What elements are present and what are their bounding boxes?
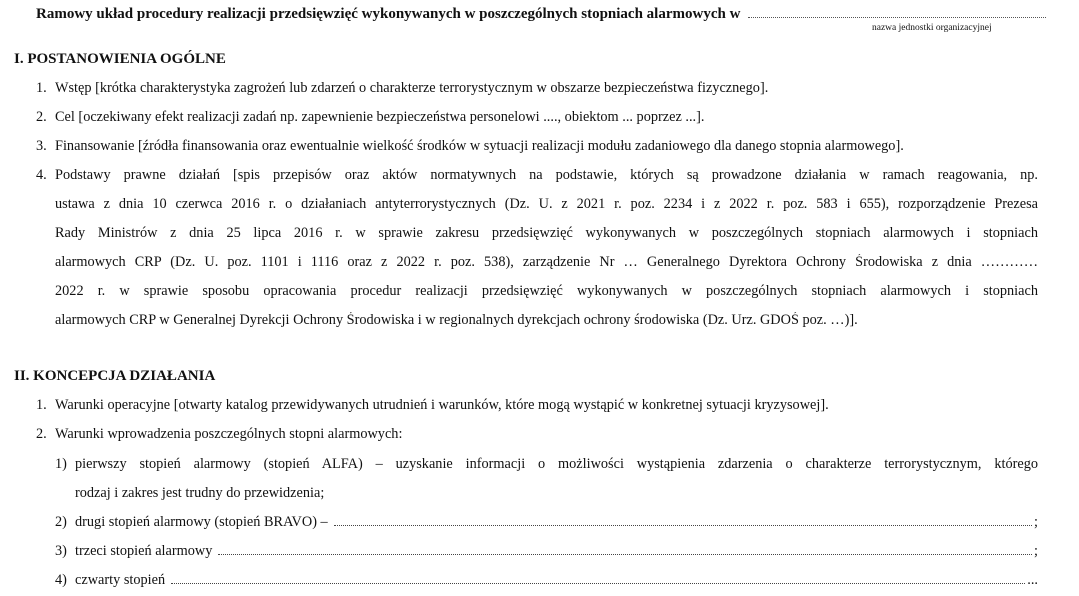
blank-field[interactable]	[171, 574, 1025, 584]
list-item-legal-basis: 4.	[36, 167, 47, 183]
list-item: 1. Warunki operacyjne [otwarty katalog przewidywanych utrudnień i warunków, które mogą wystąpić w konkretnej sytuacji kryzysowej].	[36, 397, 829, 413]
unit-name-blank[interactable]	[748, 5, 1046, 18]
list-item: 1. Wstęp [krótka charakterystyka zagrożeń lub zdarzeń o charakterze terrorystycznym w obszarze bezpieczeństwa fizycznego].	[36, 80, 769, 96]
subitem-bravo: 2) drugi stopień alarmowy (stopień BRAVO) – ;	[55, 514, 1038, 530]
legal-basis-line: 2022 r. w sprawie sposobu opracowania procedur realizacji przedsięwzięć wykonywanych w poszczególnych stopniach alarmowych i stopniach	[55, 283, 1038, 299]
subitem-number: 1)	[55, 456, 67, 472]
document-title: Ramowy układ procedury realizacji przedsięwzięć wykonywanych w poszczególnych stopniach alarmowych w	[36, 6, 741, 22]
legal-basis-line: Rady Ministrów z dnia 25 lipca 2016 r. w sprawie zakresu przedsięwzięć wykonywanych w poszczególnych stopniach alarmowych i stopniach	[55, 225, 1038, 241]
list-item: 3. Finansowanie [źródła finansowania oraz ewentualnie wielkość środków w sytuacji realizacji modułu zadaniowego dla danego stopnia alarmowego].	[36, 138, 904, 154]
blank-field[interactable]	[334, 516, 1032, 526]
legal-basis-line: Podstawy prawne działań [spis przepisów oraz aktów normatywnych na podstawie, których są prowadzone działania w ramach reagowania, np.	[55, 167, 1038, 183]
subitem-fourth: 4) czwarty stopień ...	[55, 572, 1038, 588]
list-item: 2. Cel [oczekiwany efekt realizacji zadań np. zapewnienie bezpieczeństwa personelowi ...., obiektom ... poprzez ...].	[36, 109, 705, 125]
section-1-heading: I. POSTANOWIENIA OGÓLNE	[14, 51, 226, 67]
legal-basis-line: alarmowych CRP w Generalnej Dyrekcji Ochrony Środowiska i w regionalnych dyrekcjach ochrony środowiska (Dz. Urz. GDOŚ poz. …)].	[55, 312, 858, 328]
legal-basis-line: ustawa z dnia 10 czerwca 2016 r. o działaniach antyterrorystycznych (Dz. U. z 2021 r. poz. 2234 i z 2022 r. poz. 583 i 655), rozporządzenie Prezesa	[55, 196, 1038, 212]
blank-field[interactable]	[218, 545, 1032, 555]
subitem-third: 3) trzeci stopień alarmowy ;	[55, 543, 1038, 559]
unit-name-caption: nazwa jednostki organizacyjnej	[872, 23, 992, 33]
subitem-line: rodzaj i zakres jest trudny do przewidzenia;	[75, 485, 325, 501]
legal-basis-line: alarmowych CRP (Dz. U. poz. 1101 i 1116 oraz z 2022 r. poz. 538), zarządzenie Nr … Generalnego Dyrektora Ochrony Środowiska z dnia …………	[55, 254, 1038, 270]
section-2-heading: II. KONCEPCJA DZIAŁANIA	[14, 368, 216, 384]
list-item: 2. Warunki wprowadzenia poszczególnych stopni alarmowych:	[36, 426, 403, 442]
subitem-line: pierwszy stopień alarmowy (stopień ALFA) – uzyskanie informacji o możliwości wystąpienia zdarzenia o charakterze terrorystycznym, którego	[75, 456, 1038, 472]
